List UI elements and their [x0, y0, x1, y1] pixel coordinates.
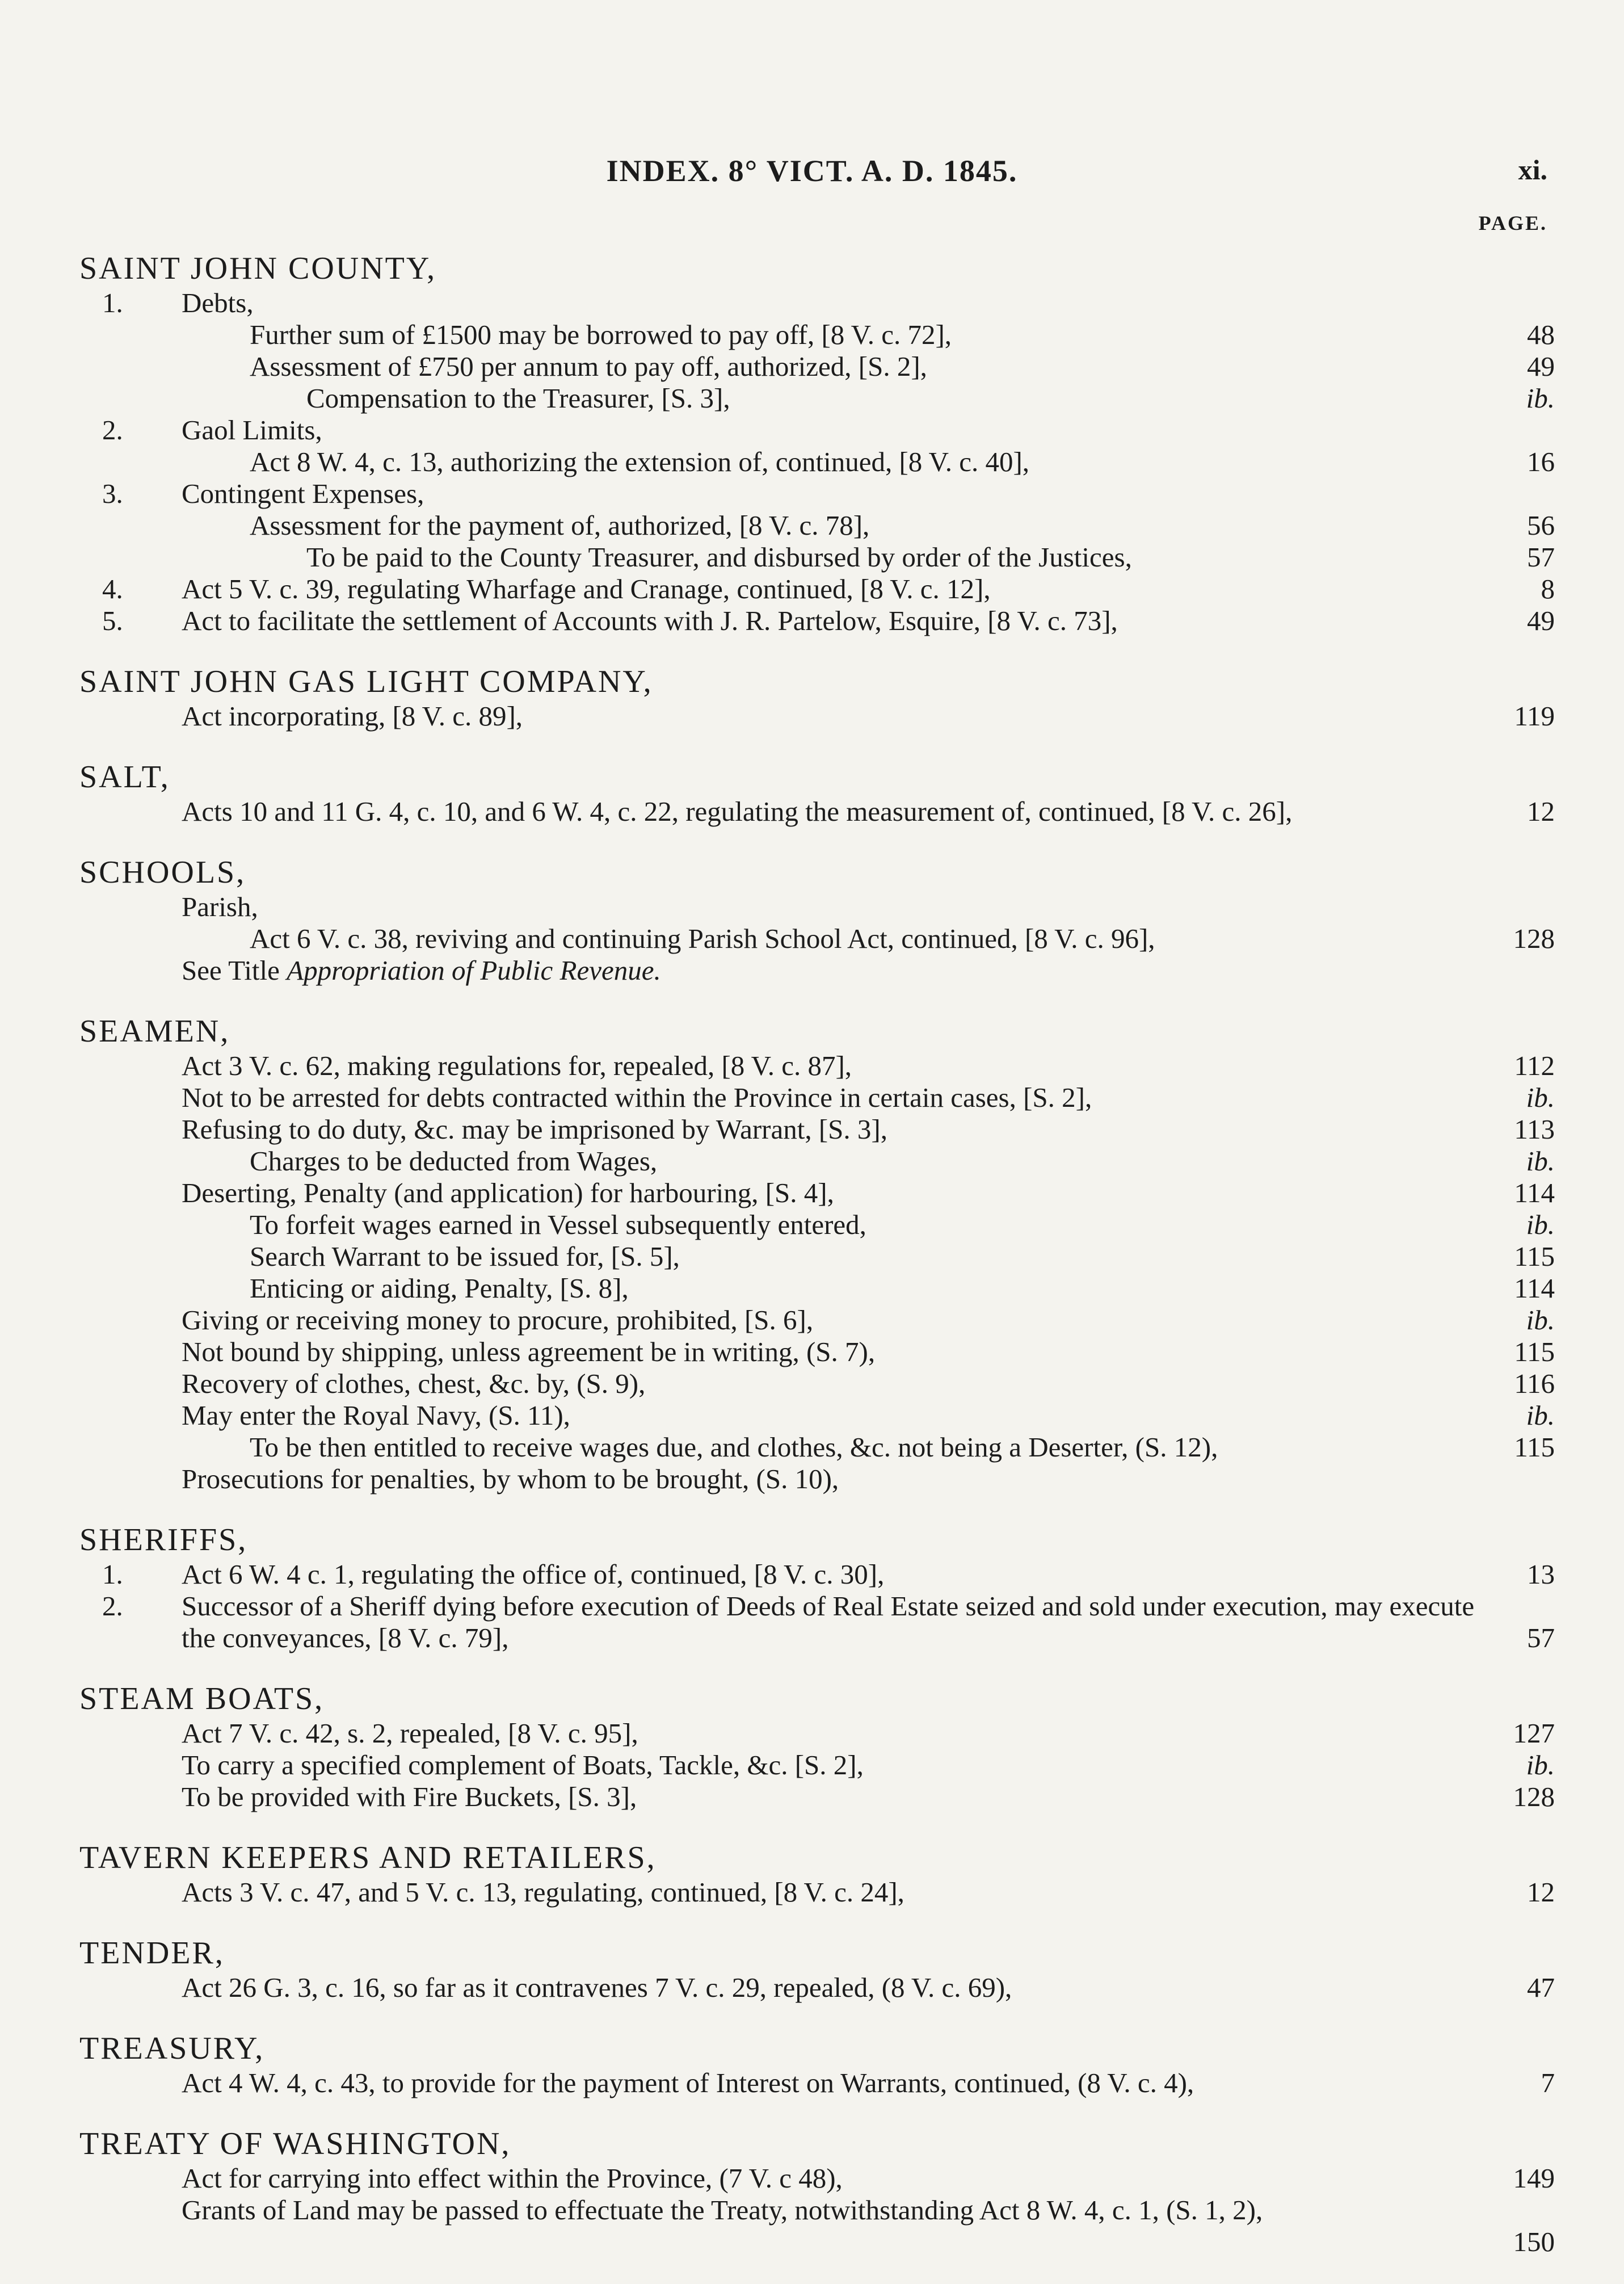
index-section: [79, 2125, 1555, 2258]
entry-text: [306, 383, 730, 414]
entry-text: [182, 2163, 843, 2194]
entry-text: [182, 414, 322, 446]
entry-text-main: Deserting, Penalty (and application) for harbouring, [S. 4],: [182, 1177, 834, 1208]
entry-text: [306, 541, 1132, 573]
page-number: 149: [1513, 2163, 1555, 2194]
index-entry: [79, 319, 1555, 351]
entry-text: [182, 287, 254, 319]
index-entry: [79, 1431, 1555, 1463]
entry-text-main: Act 5 V. c. 39, regulating Wharfage and Cranage, continued, [8 V. c. 12],: [182, 573, 991, 604]
section-heading: SCHOOLS,: [79, 855, 246, 890]
index-entry: [79, 414, 1555, 446]
entry-text: [182, 1082, 1092, 1114]
entry-text-main: Compensation to the Treasurer, [S. 3],: [306, 383, 730, 414]
entry-text: [182, 1781, 637, 1813]
section-heading: SEAMEN,: [79, 1014, 230, 1049]
index-entry: [79, 478, 1555, 510]
page-number: 49: [1527, 605, 1555, 636]
section-heading: TREATY OF WASHINGTON,: [79, 2126, 511, 2161]
index-entry: [79, 1400, 1555, 1431]
index-entry: [79, 1209, 1555, 1241]
entry-text-main: Contingent Expenses,: [182, 478, 424, 509]
index-entry: [79, 446, 1555, 478]
index-entry: [79, 2067, 1555, 2099]
index-entry: [79, 1177, 1555, 1209]
entry-text: [250, 1145, 657, 1177]
index-entry: [79, 1273, 1555, 1304]
page-number: 150: [1513, 2226, 1555, 2257]
page-number: ib.: [1526, 1145, 1555, 1177]
page-number: 128: [1513, 1781, 1555, 1812]
entry-text: [250, 446, 1029, 478]
entry-text: [182, 1114, 887, 1145]
page-number: 13: [1527, 1559, 1555, 1590]
page-header: [0, 153, 1624, 199]
index-entry: [79, 891, 1555, 923]
page-column-label: PAGE.: [1478, 212, 1547, 234]
entry-text-main: Parish,: [182, 891, 258, 922]
entry-text: [182, 1177, 834, 1209]
page-number: 49: [1527, 351, 1555, 382]
index-entry: [79, 1559, 1555, 1590]
entry-number: 1.: [102, 287, 123, 318]
entry-text-main: Gaol Limits,: [182, 414, 322, 446]
entry-text: [182, 478, 424, 510]
entry-text: [182, 1590, 1487, 1654]
index-entry: [79, 1718, 1555, 1749]
entry-text: [182, 796, 1292, 828]
page-number: ib.: [1526, 1749, 1555, 1781]
entry-number: 4.: [102, 573, 123, 604]
entry-number: 2.: [102, 1590, 123, 1622]
page-number: 119: [1514, 700, 1555, 732]
index-entry: [79, 510, 1555, 541]
entry-text-main: Successor of a Sheriff dying before execution of Deeds of Real Estate seized and sold under execution, may execute the conveyances, [8 V. c. 79],: [182, 1590, 1475, 1653]
entry-text-main: Grants of Land may be passed to effectuate the Treaty, notwithstanding Act 8 W. 4, c. 1, (S. 1, 2),: [182, 2194, 1263, 2226]
page-number: 115: [1514, 1336, 1555, 1367]
entry-text-main: To be paid to the County Treasurer, and disbursed by order of the Justices,: [306, 541, 1132, 573]
entry-text: [182, 700, 523, 732]
index-entry: [79, 1749, 1555, 1781]
page-number: 115: [1514, 1431, 1555, 1463]
page-number: ib.: [1526, 1209, 1555, 1240]
index-entry: [79, 573, 1555, 605]
entry-text: [250, 1241, 680, 1273]
entry-text-main: Act 4 W. 4, c. 43, to provide for the payment of Interest on Warrants, continued, (8 V. c. 4),: [182, 2067, 1194, 2098]
page-number: 56: [1527, 510, 1555, 541]
entry-text: [182, 1400, 570, 1431]
entry-italic-reference: Appropriation of Public Revenue.: [287, 955, 661, 986]
index-entry: [79, 700, 1555, 732]
index-section: [79, 1839, 1555, 1908]
index-entry: [79, 1336, 1555, 1368]
entry-text-main: Assessment of £750 per annum to pay off, authorized, [S. 2],: [250, 351, 927, 382]
page-number: 12: [1527, 1876, 1555, 1908]
entry-text: [182, 605, 1118, 637]
page-number: 7: [1541, 2067, 1555, 2098]
section-heading: SAINT JOHN COUNTY,: [79, 251, 437, 286]
entry-text: [182, 2067, 1194, 2099]
index-entry: [79, 1082, 1555, 1114]
page-number: 116: [1514, 1368, 1555, 1399]
index-section: [79, 1013, 1555, 1495]
entry-text: [250, 510, 869, 541]
entry-text-main: Act for carrying into effect within the Province, (7 V. c 48),: [182, 2163, 843, 2194]
entry-number: 3.: [102, 478, 123, 509]
index-entry: [79, 955, 1555, 986]
entry-text-main: Act 6 V. c. 38, reviving and continuing Parish School Act, continued, [8 V. c. 96],: [250, 923, 1155, 954]
entry-number: 2.: [102, 414, 123, 446]
entry-text: [250, 1431, 1218, 1463]
page-number: 57: [1527, 541, 1555, 573]
index-section: [79, 758, 1555, 828]
entry-text-main: Act 6 W. 4 c. 1, regulating the office of, continued, [8 V. c. 30],: [182, 1559, 885, 1590]
entry-text-main: Act to facilitate the settlement of Accounts with J. R. Partelow, Esquire, [8 V. c. 73],: [182, 605, 1118, 636]
section-heading: SHERIFFS,: [79, 1522, 248, 1557]
entry-text: [182, 1718, 638, 1749]
entry-text: [182, 573, 991, 605]
index-entry: [79, 541, 1555, 573]
index-content: [79, 250, 1555, 2284]
entry-text: [250, 923, 1155, 955]
entry-number: 1.: [102, 1559, 123, 1590]
section-heading: SAINT JOHN GAS LIGHT COMPANY,: [79, 664, 653, 699]
entry-text: [182, 2194, 1487, 2226]
entry-text-main: To be provided with Fire Buckets, [S. 3],: [182, 1781, 637, 1812]
entry-text-main: Prosecutions for penalties, by whom to be brought, (S. 10),: [182, 1463, 839, 1494]
index-entry: [79, 1463, 1555, 1495]
section-heading: TAVERN KEEPERS AND RETAILERS,: [79, 1840, 657, 1875]
index-entry: [79, 1145, 1555, 1177]
index-entry: [79, 351, 1555, 383]
index-entry: [79, 1781, 1555, 1813]
entry-text-main: May enter the Royal Navy, (S. 11),: [182, 1400, 570, 1431]
page-number: ib.: [1526, 383, 1555, 414]
index-entry: [79, 1304, 1555, 1336]
entry-text-main: Acts 3 V. c. 47, and 5 V. c. 13, regulating, continued, [8 V. c. 24],: [182, 1876, 904, 1908]
page-number: 8: [1541, 573, 1555, 604]
index-entry: [79, 796, 1555, 828]
page-number: ib.: [1526, 1304, 1555, 1336]
index-section: [79, 2030, 1555, 2099]
entry-text-main: Not bound by shipping, unless agreement be in writing, (S. 7),: [182, 1336, 876, 1367]
index-entry: [79, 1876, 1555, 1908]
index-section: [79, 663, 1555, 732]
index-entry: [79, 1590, 1555, 1654]
entry-text-main: Recovery of clothes, chest, &c. by, (S. 9),: [182, 1368, 646, 1399]
entry-text-main: To carry a specified complement of Boats, Tackle, &c. [S. 2],: [182, 1749, 864, 1781]
page-number: ib.: [1526, 1082, 1555, 1113]
page-number: 47: [1527, 1972, 1555, 2003]
index-entry: [79, 1241, 1555, 1273]
entry-text-main: Charges to be deducted from Wages,: [250, 1145, 658, 1177]
entry-text-main: Refusing to do duty, &c. may be imprisoned by Warrant, [S. 3],: [182, 1114, 887, 1145]
entry-text: [182, 1972, 1012, 2004]
page-number: ib.: [1526, 1400, 1555, 1431]
entry-text: [182, 1463, 839, 1495]
entry-text-main: See Title: [182, 955, 280, 986]
index-entry: [79, 1972, 1555, 2004]
entry-text-main: Acts 10 and 11 G. 4, c. 10, and 6 W. 4, c. 22, regulating the measurement of, continued, [8 V. c. 26],: [182, 796, 1293, 827]
section-heading: SALT,: [79, 759, 170, 795]
entry-text-main: Act 8 W. 4, c. 13, authorizing the extension of, continued, [8 V. c. 40],: [250, 446, 1030, 477]
entry-text-main: Enticing or aiding, Penalty, [S. 8],: [250, 1273, 629, 1304]
entry-text: [250, 351, 927, 383]
page-number: 114: [1514, 1273, 1555, 1304]
section-heading: TREASURY,: [79, 2031, 265, 2066]
index-entry: [79, 383, 1555, 414]
index-entry: [79, 1368, 1555, 1400]
entry-text-main: Assessment for the payment of, authorized, [8 V. c. 78],: [250, 510, 870, 541]
entry-number: 5.: [102, 605, 123, 636]
index-entry: [79, 923, 1555, 955]
entry-text: [250, 319, 952, 351]
index-entry: [79, 1050, 1555, 1082]
section-heading: TENDER,: [79, 1935, 225, 1971]
page-number: 48: [1527, 319, 1555, 350]
entry-text-main: Further sum of £1500 may be borrowed to pay off, [8 V. c. 72],: [250, 319, 952, 350]
entry-text: [182, 891, 258, 923]
entry-text: [182, 1050, 852, 1082]
page-number: 114: [1514, 1177, 1555, 1208]
entry-text: [182, 1336, 875, 1368]
page-number: 115: [1514, 1241, 1555, 1272]
page-number: 113: [1514, 1114, 1555, 1145]
index-section: [79, 1934, 1555, 2004]
entry-text: [182, 955, 661, 986]
entry-text: [250, 1209, 866, 1241]
index-entry: [79, 2163, 1555, 2194]
section-heading: STEAM BOATS,: [79, 1681, 325, 1716]
entry-text-main: To be then entitled to receive wages due, and clothes, &c. not being a Deserter, (S. 12),: [250, 1431, 1218, 1463]
entry-text-main: Act 7 V. c. 42, s. 2, repealed, [8 V. c. 95],: [182, 1718, 638, 1749]
index-section: [79, 1521, 1555, 1654]
index-entry: [79, 1114, 1555, 1145]
entry-text: [182, 1749, 864, 1781]
index-entry: [79, 2194, 1555, 2258]
index-section: [79, 250, 1555, 637]
page-number: 12: [1527, 796, 1555, 827]
entry-text-main: Not to be arrested for debts contracted within the Province in certain cases, [S. 2],: [182, 1082, 1092, 1113]
entry-text: [250, 1273, 629, 1304]
index-section: [79, 854, 1555, 986]
page-number: 127: [1513, 1718, 1555, 1749]
index-title: INDEX. 8° VICT. A. D. 1845.: [606, 154, 1018, 188]
entry-text-main: Act incorporating, [8 V. c. 89],: [182, 700, 523, 732]
entry-text: [182, 1368, 645, 1400]
entry-text-main: Search Warrant to be issued for, [S. 5],: [250, 1241, 680, 1272]
entry-text-main: Debts,: [182, 287, 254, 318]
page-number: 112: [1514, 1050, 1555, 1081]
index-section: [79, 1680, 1555, 1813]
entry-text-main: Act 26 G. 3, c. 16, so far as it contravenes 7 V. c. 29, repealed, (8 V. c. 69),: [182, 1972, 1012, 2003]
entry-text-main: Act 3 V. c. 62, making regulations for, repealed, [8 V. c. 87],: [182, 1050, 852, 1081]
index-entry: [79, 605, 1555, 637]
page-number: 16: [1527, 446, 1555, 477]
page-number: 128: [1513, 923, 1555, 954]
entry-text: [182, 1304, 813, 1336]
entry-text: [182, 1876, 904, 1908]
folio-number: xi.: [1518, 154, 1547, 186]
page-number: 57: [1527, 1622, 1555, 1653]
index-entry: [79, 287, 1555, 319]
entry-text: [182, 1559, 884, 1590]
entry-text-main: Giving or receiving money to procure, prohibited, [S. 6],: [182, 1304, 814, 1336]
entry-text-main: To forfeit wages earned in Vessel subsequently entered,: [250, 1209, 866, 1240]
